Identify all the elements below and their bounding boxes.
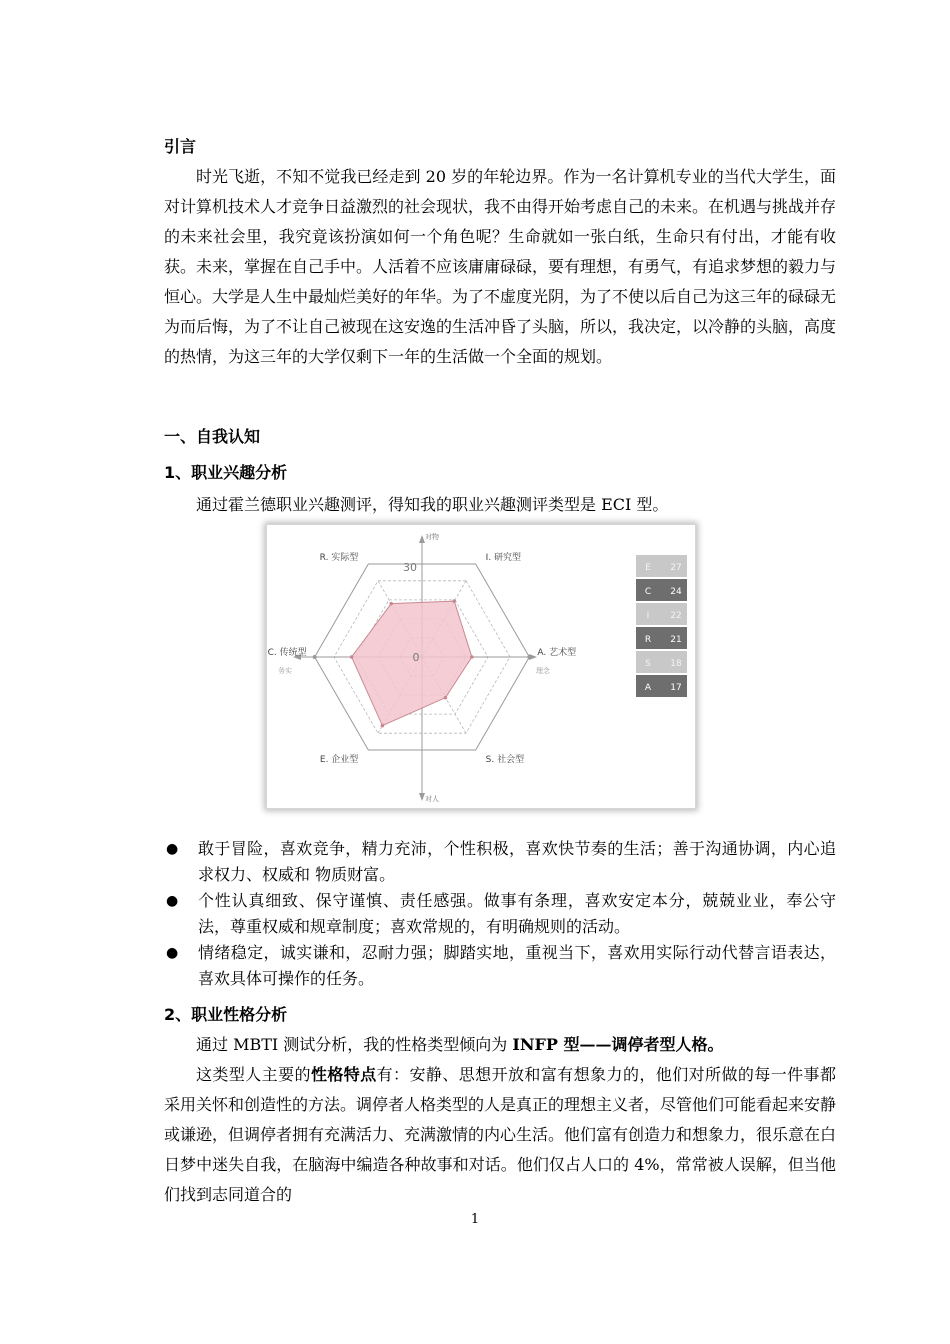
data-point — [381, 724, 385, 728]
page-content — [164, 132, 836, 1210]
legend-key-I: I — [646, 611, 650, 621]
bullet-icon: ● — [166, 841, 179, 857]
legend-key-R: R — [644, 635, 652, 645]
axis-marker — [313, 655, 317, 659]
data-point — [452, 599, 456, 603]
legend-value-A: 17 — [670, 683, 682, 693]
scale-max-label: 30 — [403, 561, 417, 574]
legend-value-C: 24 — [670, 587, 682, 597]
traits-text-b: 有：安静、思想开放和富有想象力的，他们对所做的每一件事都采用关怀和创造性的方法。调停者人格类型的人是真正的理想主义者，尽管他们可能看起来安静或谦逊，但调停者拥有充满活力、充满激情的内心生活。他们富有创造力和想象力，很乐意在白日梦中迷失自我，在脑海中编造各种故事和对话。他们仅占人口的 4%，常常被人误解，但当他们找到志同道合的 — [164, 1065, 837, 1204]
legend-key-E: E — [645, 563, 651, 573]
axis-label-C: C. 传统型 — [267, 648, 307, 658]
axis-label-I: I. 研究型 — [485, 553, 522, 564]
right-direction-label: 理念 — [536, 667, 550, 675]
legend-key-S: S — [645, 659, 651, 669]
bullet-list — [164, 836, 836, 992]
traits-paragraph — [164, 1060, 836, 1210]
scale-center-label: 0 — [412, 651, 420, 664]
traits-keyword: 性格特点 — [310, 1065, 377, 1084]
axis-marker — [527, 655, 531, 659]
data-point — [444, 696, 448, 700]
mbti-text: 通过 MBTI 测试分析，我的性格类型倾向为 — [196, 1035, 513, 1054]
legend-key-C: C — [644, 587, 652, 597]
bullet-icon: ● — [166, 893, 179, 909]
legend-key-A: A — [644, 683, 652, 693]
axis-label-A: A. 艺术型 — [537, 648, 577, 658]
bullet-text: 敢于冒险，喜欢竞争，精力充沛，个性积极，喜欢快节奏的生活；善于沟通协调，内心追求权力、权威和 物质财富。 — [198, 839, 836, 884]
traits-text-a: 这类型人主要的 — [196, 1065, 311, 1084]
holland-radar-chart — [266, 524, 696, 809]
left-direction-label: 务实 — [278, 667, 292, 675]
list-item — [164, 836, 836, 888]
legend-value-R: 21 — [670, 635, 682, 645]
intro-heading: 引言 — [164, 137, 197, 156]
data-point — [389, 602, 393, 606]
axis-label-R: R. 实际型 — [319, 553, 359, 564]
subsection-heading-personality: 2、职业性格分析 — [164, 1005, 288, 1024]
bullet-icon: ● — [166, 945, 179, 961]
axis-label-E: E. 企业型 — [319, 754, 359, 765]
legend-value-S: 18 — [670, 659, 682, 669]
subsection-heading-interest: 1、职业兴趣分析 — [164, 463, 288, 482]
axis-label-S: S. 社会型 — [485, 754, 525, 765]
list-item — [164, 940, 836, 992]
top-direction-label: 对物 — [425, 533, 439, 541]
mbti-type: INFP 型——调停者型人格。 — [512, 1035, 724, 1054]
data-point — [350, 655, 354, 659]
figure-wrapper — [164, 524, 836, 814]
legend-value-I: 22 — [670, 611, 682, 621]
mbti-paragraph — [164, 1030, 836, 1060]
legend-value-E: 27 — [670, 563, 682, 573]
page-number: 1 — [470, 1212, 480, 1227]
bottom-direction-label: 对人 — [425, 795, 439, 803]
bullet-text: 个性认真细致、保守谨慎、责任感强。做事有条理，喜欢安定本分，兢兢业业，奉公守法，尊重权威和规章制度；喜欢常规的，有明确规则的活动。 — [198, 891, 836, 936]
bullet-text: 情绪稳定，诚实谦和，忍耐力强；脚踏实地，重视当下，喜欢用实际行动代替言语表达，喜欢具体可操作的任务。 — [198, 943, 836, 988]
data-point — [470, 655, 474, 659]
section-heading-self-awareness: 一、自我认知 — [164, 427, 261, 446]
list-item — [164, 888, 836, 940]
interest-paragraph: 通过霍兰德职业兴趣测评，得知我的职业兴趣测评类型是 ECI 型。 — [196, 495, 669, 514]
intro-paragraph: 时光飞逝，不知不觉我已经走到 20 岁的年轮边界。作为一名计算机专业的当代大学生，面对计算机技术人才竞争日益激烈的社会现状，我不由得开始考虑自己的未来。在机遇与挑战并存的未来社会里，我究竟该扮演如何一个角色呢？生命就如一张白纸，生命只有付出，才能有收获。未来，掌握在自己手中。人活着不应该庸庸碌碌，要有理想，有勇气，有追求梦想的毅力与恒心。大学是人生中最灿烂美好的年华。为了不虚度光阴，为了不使以后自己为这三年的碌碌无为而后悔，为了不让自己被现在这安逸的生活冲昏了头脑，所以，我决定，以冷静的头脑，高度的热情，为这三年的大学仅剩下一年的生活做一个全面的规划。 — [164, 167, 837, 366]
